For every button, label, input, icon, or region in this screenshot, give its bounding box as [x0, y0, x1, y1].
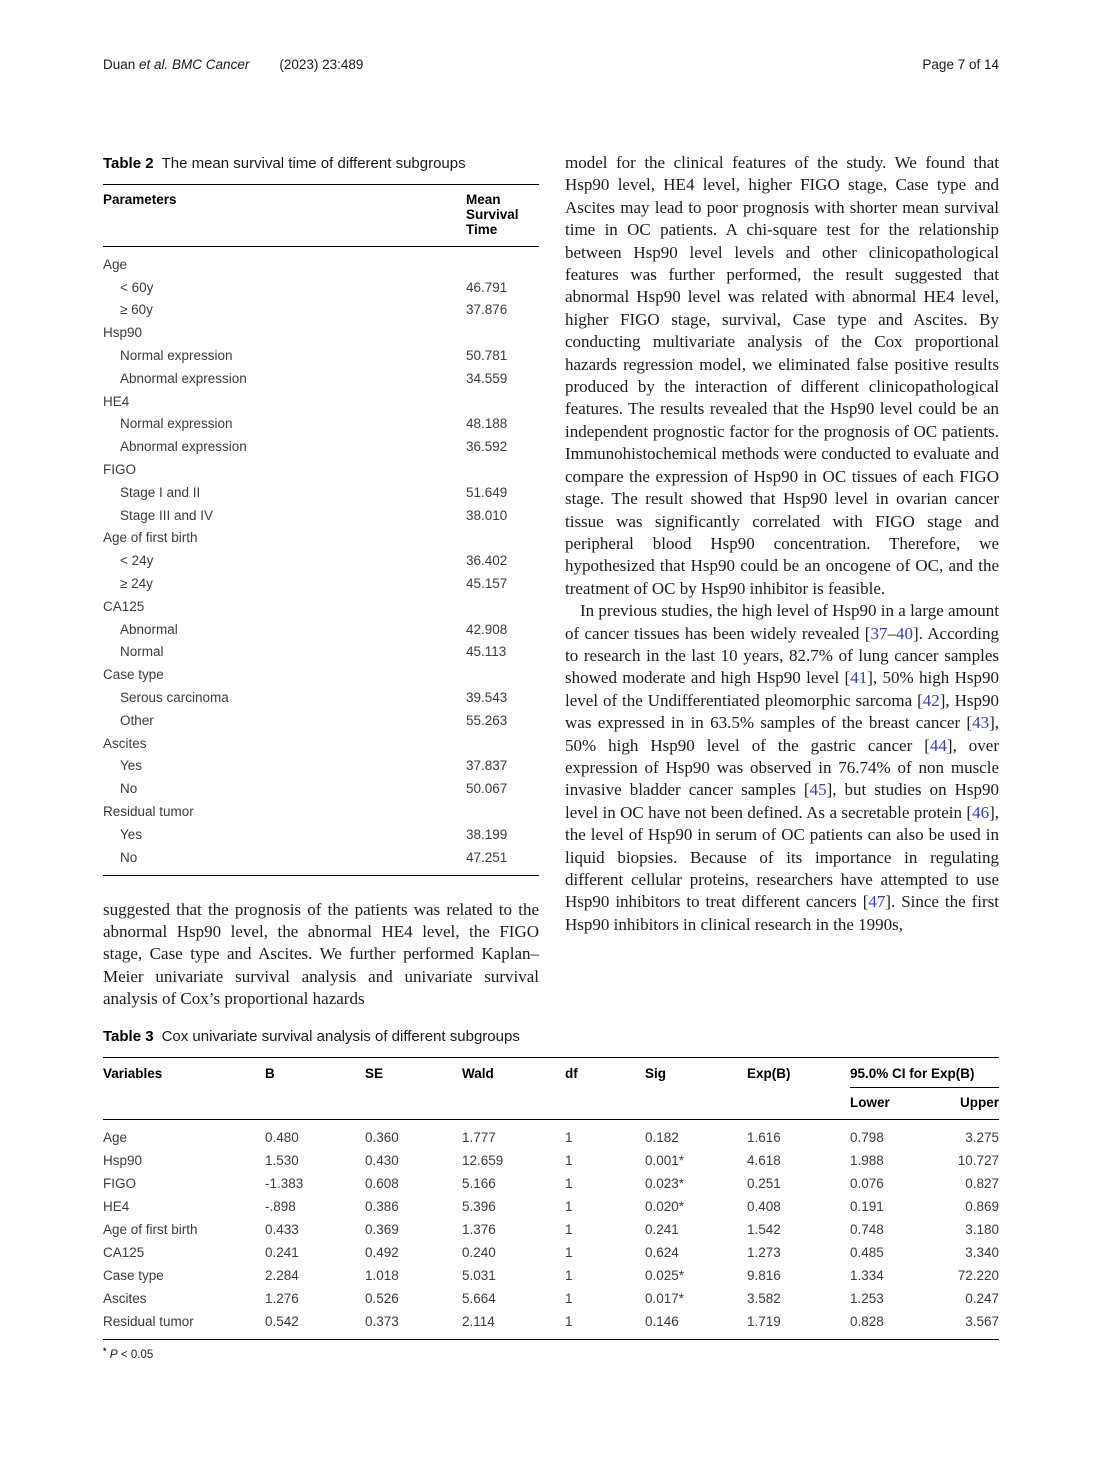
table3-row	[103, 1241, 999, 1264]
col-sig: Sig	[645, 1058, 747, 1120]
parameter-label: < 24y	[120, 553, 154, 569]
parameter-label: < 60y	[120, 279, 154, 295]
mean-survival-value	[466, 390, 539, 413]
table2-row	[103, 618, 539, 641]
mean-survival-value: 34.559	[466, 370, 508, 386]
wald-value: 5.664	[462, 1291, 496, 1306]
b-value: 0.433	[265, 1222, 299, 1237]
wald-value: 5.396	[462, 1199, 496, 1214]
table2-row	[103, 458, 539, 481]
mean-survival-value: 51.649	[466, 484, 508, 500]
table2-row	[103, 321, 539, 344]
table2-row	[103, 709, 539, 732]
parameter-label: Abnormal	[120, 621, 178, 637]
table2-row	[103, 732, 539, 755]
parameter-label: ≥ 24y	[120, 576, 153, 592]
table3-footnote: * P < 0.05	[103, 1346, 154, 1361]
se-value: 1.018	[365, 1268, 399, 1283]
mean-survival-value	[466, 663, 539, 686]
variable-name: FIGO	[103, 1176, 136, 1191]
df-value: 1	[565, 1153, 573, 1168]
parameter-label: CA125	[103, 598, 145, 614]
col-upper: Upper	[951, 1088, 999, 1120]
table2-row	[103, 413, 539, 436]
expb-value: 0.251	[747, 1176, 781, 1191]
table2-header-row	[103, 185, 539, 247]
table2-row	[103, 823, 539, 846]
ci-upper-value: 10.727	[957, 1153, 999, 1168]
table3-row	[103, 1172, 999, 1195]
se-value: 0.386	[365, 1199, 399, 1214]
sig-value: 0.023*	[645, 1176, 685, 1191]
col-ci-group: 95.0% CI for Exp(B)	[850, 1058, 999, 1088]
mean-survival-value: 46.791	[466, 279, 508, 295]
se-value: 0.526	[365, 1291, 399, 1306]
ci-upper-value: 72.220	[957, 1268, 999, 1283]
table2-row	[103, 481, 539, 504]
ci-lower-value: 1.253	[850, 1291, 884, 1306]
table3-row	[103, 1310, 999, 1340]
wald-value: 2.114	[462, 1314, 495, 1329]
ci-upper-value: 0.869	[965, 1199, 999, 1214]
table3-header-row-1	[103, 1058, 999, 1088]
citation-link[interactable]: 46	[972, 802, 990, 822]
expb-value: 1.273	[747, 1245, 781, 1260]
parameter-label: Age	[103, 256, 128, 272]
df-value: 1	[565, 1176, 573, 1191]
citation-link[interactable]: 44	[929, 735, 947, 755]
mean-survival-value	[466, 527, 539, 550]
expb-value: 1.542	[747, 1222, 781, 1237]
ci-upper-value: 0.247	[965, 1291, 999, 1306]
mean-survival-value	[466, 247, 539, 276]
wald-value: 12.659	[462, 1153, 504, 1168]
table2-row	[103, 390, 539, 413]
b-value: 0.480	[265, 1130, 299, 1145]
parameter-label: Stage I and II	[120, 484, 201, 500]
table2-row	[103, 686, 539, 709]
ci-upper-value: 3.275	[965, 1130, 999, 1145]
table2-row	[103, 663, 539, 686]
sig-value: 0.001*	[645, 1153, 685, 1168]
citation-link[interactable]: 37	[870, 623, 888, 643]
parameter-label: No	[120, 849, 138, 865]
left-paragraph: suggested that the prognosis of the patients was related to the abnormal Hsp90 level, the abnormal HE4 level, the FIGO stage, Case type and Ascites. We further performed Kaplan–Meier univariate survival analysis and univariate survival analysis of Cox’s proportional hazards	[103, 899, 539, 1009]
mean-survival-value	[466, 321, 539, 344]
variable-name: HE4	[103, 1199, 130, 1214]
mean-survival-value	[466, 595, 539, 618]
se-value: 0.608	[365, 1176, 399, 1191]
expb-value: 1.719	[747, 1314, 781, 1329]
body-paragraph-2: In previous studies, the high level of Hsp90 in a large amount of cancer tissues has been widely revealed [37–40]. According to research in the last 10 years, 82.7% of lung cancer samples showed moderate and high Hsp90 level [41], 50% high Hsp90 level of the Undifferentiated pleomorphic sarcoma [42], Hsp90 was expressed in in 63.5% samples of the breast cancer [43], 50% high Hsp90 level of the gastric cancer [44], over expression of Hsp90 was observed in 76.74% of non muscle invasive bladder cancer samples [45], but studies on Hsp90 level in OC have not been defined. As a secretable protein [46], the level of Hsp90 in serum of OC patients can also be used in liquid biopsies. Because of its importance in regulating different cellular proteins, researchers have attempted to use Hsp90 inhibitors to treat different cancers [47]. Since the first Hsp90 inhibitors in clinical research in the 1990s,	[565, 601, 1000, 934]
ci-lower-value: 0.076	[850, 1176, 884, 1191]
col-variables: Variables	[103, 1058, 265, 1120]
variable-name: Residual tumor	[103, 1314, 194, 1329]
col-expb: Exp(B)	[747, 1058, 850, 1120]
table2-row	[103, 344, 539, 367]
table2-caption: Table 2 The mean survival time of different subgroups	[103, 155, 466, 172]
df-value: 1	[565, 1222, 573, 1237]
b-value: 0.241	[265, 1245, 299, 1260]
table2-row	[103, 572, 539, 595]
ci-upper-value: 0.827	[965, 1176, 999, 1191]
col-df: df	[565, 1058, 645, 1120]
mean-survival-value: 36.592	[466, 439, 508, 455]
col-b: B	[265, 1058, 365, 1120]
page-number: Page 7 of 14	[922, 57, 999, 72]
variable-name: Ascites	[103, 1291, 147, 1306]
df-value: 1	[565, 1314, 573, 1329]
table3-row	[103, 1120, 999, 1150]
table3	[103, 1057, 999, 1340]
wald-value: 0.240	[462, 1245, 496, 1260]
parameter-label: Normal expression	[120, 416, 233, 432]
mean-survival-value: 39.543	[466, 690, 508, 706]
parameter-label: Normal	[120, 644, 164, 660]
se-value: 0.369	[365, 1222, 399, 1237]
df-value: 1	[565, 1268, 573, 1283]
sig-value: 0.624	[645, 1245, 679, 1260]
df-value: 1	[565, 1291, 573, 1306]
parameter-label: Yes	[120, 758, 143, 774]
mean-survival-value: 38.199	[466, 826, 508, 842]
journal-citation: Duan et al. BMC Cancer (2023) 23:489	[103, 57, 364, 72]
mean-survival-value: 38.010	[466, 507, 508, 523]
citation-link[interactable]: 40	[895, 623, 913, 643]
parameter-label: FIGO	[103, 462, 136, 478]
df-value: 1	[565, 1130, 573, 1145]
table3-row	[103, 1287, 999, 1310]
table2-row	[103, 276, 539, 299]
table2-row	[103, 777, 539, 800]
table3-caption: Table 3 Cox univariate survival analysis of different subgroups	[103, 1028, 520, 1045]
sig-value: 0.182	[645, 1130, 679, 1145]
parameter-label: Hsp90	[103, 325, 143, 341]
table3-row	[103, 1264, 999, 1287]
variable-name: Age	[103, 1130, 128, 1145]
ci-lower-value: 0.485	[850, 1245, 884, 1260]
parameter-label: Other	[120, 712, 154, 728]
citation-link[interactable]: 45	[809, 780, 827, 800]
ci-upper-value: 3.567	[965, 1314, 999, 1329]
b-value: 1.276	[265, 1291, 299, 1306]
table2-row	[103, 435, 539, 458]
col-se: SE	[365, 1058, 462, 1120]
b-value: 0.542	[265, 1314, 299, 1329]
parameter-label: Residual tumor	[103, 804, 194, 820]
mean-survival-value: 42.908	[466, 621, 508, 637]
parameter-label: Abnormal expression	[120, 370, 247, 386]
wald-value: 5.166	[462, 1176, 496, 1191]
b-value: 1.530	[265, 1153, 299, 1168]
right-column	[565, 152, 999, 936]
mean-survival-value: 37.837	[466, 758, 508, 774]
expb-value: 0.408	[747, 1199, 781, 1214]
citation-link[interactable]: 47	[868, 892, 886, 912]
parameter-label: Abnormal expression	[120, 439, 247, 455]
mean-survival-value: 50.067	[466, 781, 508, 797]
table3-section	[103, 1028, 999, 1373]
table3-row	[103, 1218, 999, 1241]
expb-value: 9.816	[747, 1268, 781, 1283]
table2-row	[103, 595, 539, 618]
parameter-label: Serous carcinoma	[120, 690, 229, 706]
mean-survival-value: 36.402	[466, 553, 508, 569]
b-value: 2.284	[265, 1268, 299, 1283]
mean-survival-value: 37.876	[466, 302, 508, 318]
table3-row	[103, 1195, 999, 1218]
ci-lower-value: 1.334	[850, 1268, 884, 1283]
mean-survival-value: 45.157	[466, 576, 508, 592]
sig-value: 0.146	[645, 1314, 679, 1329]
ci-lower-value: 0.798	[850, 1130, 884, 1145]
parameter-label: Yes	[120, 826, 143, 842]
sig-value: 0.025*	[645, 1268, 685, 1283]
df-value: 1	[565, 1245, 573, 1260]
parameter-label: Stage III and IV	[120, 507, 214, 523]
table2	[103, 184, 539, 876]
parameter-label: Age of first birth	[103, 530, 198, 546]
ci-lower-value: 0.748	[850, 1222, 884, 1237]
variable-name: Age of first birth	[103, 1222, 198, 1237]
citation-link[interactable]: 42	[922, 690, 940, 710]
se-value: 0.373	[365, 1314, 399, 1329]
ci-upper-value: 3.340	[965, 1245, 999, 1260]
table2-row	[103, 504, 539, 527]
b-value: -.898	[265, 1199, 296, 1214]
ci-lower-value: 1.988	[850, 1153, 884, 1168]
b-value: -1.383	[265, 1176, 304, 1191]
table2-row	[103, 641, 539, 664]
variable-name: Case type	[103, 1268, 164, 1283]
parameter-label: HE4	[103, 393, 130, 409]
se-value: 0.360	[365, 1130, 399, 1145]
sig-value: 0.017*	[645, 1291, 685, 1306]
table2-row	[103, 800, 539, 823]
ci-lower-value: 0.828	[850, 1314, 884, 1329]
ci-upper-value: 3.180	[965, 1222, 999, 1237]
table2-row	[103, 527, 539, 550]
table2-row	[103, 247, 539, 276]
table2-row	[103, 299, 539, 322]
citation-link[interactable]: 43	[972, 713, 990, 733]
col-parameters: Parameters	[103, 185, 466, 247]
mean-survival-value	[466, 732, 539, 755]
mean-survival-value: 55.263	[466, 712, 508, 728]
col-wald: Wald	[462, 1058, 565, 1120]
se-value: 0.430	[365, 1153, 399, 1168]
parameter-label: No	[120, 781, 138, 797]
expb-value: 3.582	[747, 1291, 781, 1306]
variable-name: CA125	[103, 1245, 145, 1260]
parameter-label: ≥ 60y	[120, 302, 153, 318]
parameter-label: Normal expression	[120, 348, 233, 364]
mean-survival-value	[466, 800, 539, 823]
table2-row	[103, 755, 539, 778]
sig-value: 0.020*	[645, 1199, 685, 1214]
parameter-label: Case type	[103, 667, 164, 683]
expb-value: 1.616	[747, 1130, 781, 1145]
mean-survival-value: 48.188	[466, 416, 508, 432]
col-lower: Lower	[850, 1088, 951, 1120]
sig-value: 0.241	[645, 1222, 679, 1237]
page-header	[103, 57, 999, 72]
se-value: 0.492	[365, 1245, 399, 1260]
expb-value: 4.618	[747, 1153, 781, 1168]
citation-link[interactable]: 41	[850, 668, 868, 688]
mean-survival-value: 50.781	[466, 348, 508, 364]
mean-survival-value: 47.251	[466, 849, 508, 865]
body-paragraph-1: model for the clinical features of the study. We found that Hsp90 level, HE4 level, higher FIGO stage, Case type and Ascites may lead to poor prognosis with shorter mean survival time in OC patients. A chi-square test for the relationship between Hsp90 level levels and other clinicopathological features was further performed, the result suggested that abnormal Hsp90 level was related with abnormal HE4 level, higher FIGO stage, survival, Case type and Ascites. By conducting multivariate analysis of the Cox proportional hazards regression model, we eliminated false positive results produced by the interaction of different clinicopathological features. The results revealed that the Hsp90 level could be an independent prognostic factor for the prognosis of OC patients. Immunohistochemical methods were conducted to evaluate and compare the expression of Hsp90 in OC tissues of each FIGO stage. The result showed that Hsp90 level in ovarian cancer tissue was significantly correlated with FIGO stage and peripheral blood Hsp90 concentration. Therefore, we hypothesized that Hsp90 could be an oncogene of OC, and the treatment of OC by Hsp90 inhibitor is feasible.	[565, 153, 999, 598]
wald-value: 5.031	[462, 1268, 496, 1283]
parameter-label: Ascites	[103, 735, 147, 751]
table3-row	[103, 1149, 999, 1172]
table2-row	[103, 846, 539, 875]
table2-row	[103, 367, 539, 390]
mean-survival-value: 45.113	[466, 644, 507, 660]
col-mean-survival-time: Mean Survival Time	[466, 185, 539, 247]
ci-lower-value: 0.191	[850, 1199, 884, 1214]
df-value: 1	[565, 1199, 573, 1214]
mean-survival-value	[466, 458, 539, 481]
wald-value: 1.777	[462, 1130, 496, 1145]
left-column	[103, 155, 539, 1011]
variable-name: Hsp90	[103, 1153, 143, 1168]
wald-value: 1.376	[462, 1222, 496, 1237]
table2-row	[103, 549, 539, 572]
